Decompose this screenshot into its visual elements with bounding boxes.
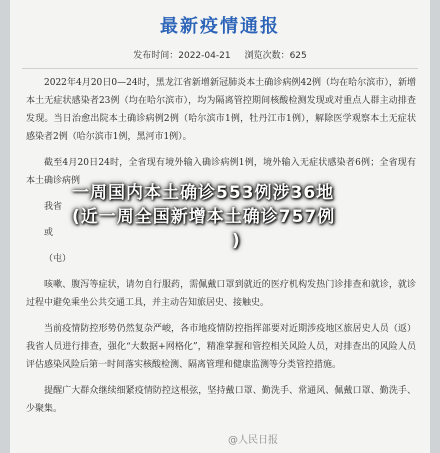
paragraph: 我省 — [44, 202, 63, 212]
headline-overlay — [72, 181, 388, 253]
divider — [22, 68, 418, 69]
paragraph: 2022年4月20日0—24时，黑龙江省新增新冠肺炎本土确诊病例42例（均在哈尔滨市），新增本土无症状感染者23例（均在哈尔滨市），均为隔离管控期间核酸检测发现或对重点人群主动排查发现。当日治愈出院本土确诊病例2例（哈尔滨市1例，牡丹江市1例），解除医学观察本土无症状感染者2例（哈尔滨市1例，黑河市1例）。 — [26, 78, 416, 142]
document-page — [10, 0, 430, 453]
overlay-line: ) — [232, 231, 240, 251]
paragraph: 咳嗽、腹泻等症状，请勿自行服药，需佩戴口罩到就近的医疗机构发热门诊排查和就诊，就诊过程中避免乘坐公共交通工具，并主动告知旅居史、接触史。 — [26, 280, 416, 308]
paragraph: （屯） — [44, 254, 72, 264]
publish-meta — [10, 48, 430, 61]
overlay-line: 一周国内本土确诊553例涉36地 — [72, 183, 335, 203]
paragraph: 当前疫情防控形势仍然复杂严峻，各市地疫情防控指挥部要对近期涉疫地区旅居史人员（返）我省人员进行排查，强化“大数据+网格化”，精准掌握和管控相关风险人员，对排查出的风险人员评估感染风险后第一时间落实核酸检测、隔离管理和健康监测等分类管控措施。 — [26, 324, 416, 370]
page-title: 最新疫情通报 — [160, 16, 280, 37]
source-watermark: @人民日报 — [228, 435, 278, 446]
paragraph: 或 — [44, 228, 54, 238]
paragraph: 提醒广大群众继续细紧疫情防控这根弦，坚持戴口罩、勤洗手、常通风、佩戴口罩、勤洗手、少聚集。 — [26, 386, 416, 414]
view-count: 浏览次数：625 — [244, 51, 307, 61]
publish-time: 发布时间：2022-04-21 — [133, 51, 231, 61]
paragraph: 截至4月20日24时，全省现有境外输入确诊病例1例，境外输入无症状感染者6例；全省现有本土确诊病例 — [26, 158, 416, 186]
overlay-line: (近一周全国新增本土确诊757例 — [72, 207, 336, 227]
